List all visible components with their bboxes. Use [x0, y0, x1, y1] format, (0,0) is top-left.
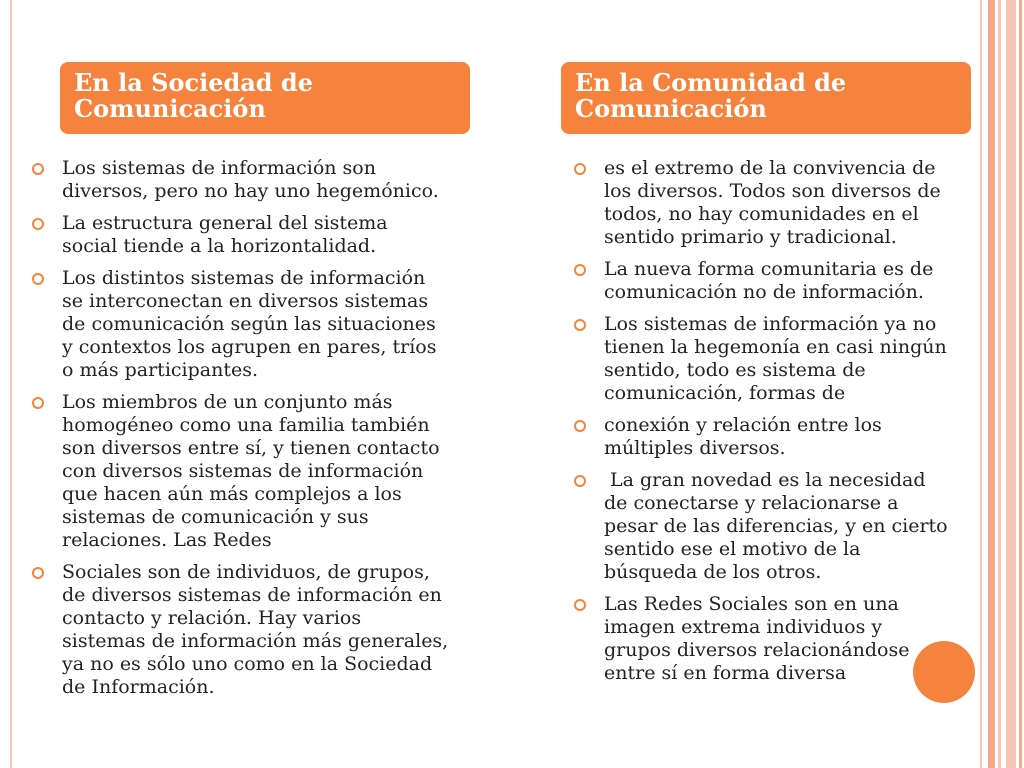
list-item-text	[604, 313, 1004, 405]
decorative-circle	[913, 641, 975, 703]
text-line: diversos, pero no hay uno hegemónico.	[62, 180, 439, 202]
text-line: relaciones. Las Redes	[62, 529, 272, 551]
text-line: ya no es sólo uno como en la Sociedad	[62, 653, 433, 675]
text-line: de diversos sistemas de información en	[62, 584, 442, 606]
list-item	[574, 313, 1004, 405]
text-line: Los sistemas de información son	[62, 157, 376, 179]
list-item-text	[62, 391, 512, 552]
text-line: Los sistemas de información ya no	[604, 313, 937, 335]
list-item	[574, 258, 1004, 304]
list-item-text	[604, 414, 1004, 460]
text-line: los diversos. Todos son diversos de	[604, 180, 941, 202]
text-line: sistemas de comunicación y sus	[62, 506, 369, 528]
list-item-text	[62, 157, 512, 203]
ring-bullet-icon	[574, 475, 586, 487]
text-line: es el extremo de la convivencia de	[604, 157, 936, 179]
text-line: conexión y relación entre los	[604, 414, 882, 436]
text-line: o más participantes.	[62, 359, 259, 381]
list-item-text	[604, 469, 1004, 584]
text-line: comunicación no de información.	[604, 281, 924, 303]
ring-bullet-icon	[32, 397, 44, 409]
list-item	[574, 157, 1004, 249]
text-line: social tiende a la horizontalidad.	[62, 235, 377, 257]
ring-bullet-icon	[574, 599, 586, 611]
list-item	[32, 391, 512, 552]
header-line: Comunicación	[575, 94, 767, 123]
text-line: y contextos los agrupen en pares, tríos	[62, 336, 437, 358]
right-column	[574, 157, 1004, 694]
ring-bullet-icon	[574, 163, 586, 175]
header-line: En la Sociedad de	[74, 68, 313, 97]
text-line: se interconectan en diversos sistemas	[62, 290, 429, 312]
text-line: Los distintos sistemas de información	[62, 267, 426, 289]
text-line: Los miembros de un conjunto más	[62, 391, 393, 413]
list-item	[574, 414, 1004, 460]
text-line: tienen la hegemonía en casi ningún	[604, 336, 947, 358]
text-line: entre sí en forma diversa	[604, 662, 847, 684]
text-line: La estructura general del sistema	[62, 212, 388, 234]
right-bullet-list	[574, 157, 1004, 685]
text-line: sentido ese el motivo de la	[604, 538, 861, 560]
text-line: sistemas de información más generales,	[62, 630, 449, 652]
ring-bullet-icon	[32, 273, 44, 285]
list-item-text	[62, 561, 512, 699]
left-bullet-list	[32, 157, 512, 699]
header-line: Comunicación	[74, 94, 266, 123]
left-border-line	[10, 0, 12, 768]
list-item	[32, 212, 512, 258]
list-item	[32, 157, 512, 203]
text-line: de Información.	[62, 676, 215, 698]
list-item	[574, 469, 1004, 584]
text-line: sentido primario y tradicional.	[604, 226, 897, 248]
ring-bullet-icon	[574, 264, 586, 276]
ring-bullet-icon	[32, 218, 44, 230]
list-item	[32, 267, 512, 382]
text-line: sentido, todo es sistema de	[604, 359, 866, 381]
text-line: comunicación, formas de	[604, 382, 846, 404]
text-line: todos, no hay comunidades en el	[604, 203, 919, 225]
left-column-header	[60, 62, 470, 134]
ring-bullet-icon	[574, 319, 586, 331]
text-line: La gran novedad es la necesidad	[604, 469, 926, 491]
left-column	[32, 157, 512, 708]
text-line: búsqueda de los otros.	[604, 561, 822, 583]
ring-bullet-icon	[32, 567, 44, 579]
text-line: Sociales son de individuos, de grupos,	[62, 561, 430, 583]
text-line: son diversos entre sí, y tienen contacto	[62, 437, 440, 459]
text-line: homogéneo como una familia también	[62, 414, 430, 436]
text-line: de conectarse y relacionarse a	[604, 492, 899, 514]
text-line: contacto y relación. Hay varios	[62, 607, 362, 629]
text-line: pesar de las diferencias, y en cierto	[604, 515, 948, 537]
text-line: imagen extrema individuos y	[604, 616, 883, 638]
text-line: múltiples diversos.	[604, 437, 786, 459]
list-item	[32, 561, 512, 699]
header-line: En la Comunidad de	[575, 68, 847, 97]
list-item-text	[604, 157, 1004, 249]
text-line: de comunicación según las situaciones	[62, 313, 436, 335]
ring-bullet-icon	[32, 163, 44, 175]
text-line: grupos diversos relacionándose	[604, 639, 910, 661]
text-line: que hacen aún más complejos a los	[62, 483, 402, 505]
text-line: Las Redes Sociales son en una	[604, 593, 899, 615]
list-item-text	[604, 258, 1004, 304]
text-line: con diversos sistemas de información	[62, 460, 424, 482]
list-item-text	[62, 212, 512, 258]
text-line: La nueva forma comunitaria es de	[604, 258, 934, 280]
right-column-header	[561, 62, 971, 134]
list-item-text	[62, 267, 512, 382]
ring-bullet-icon	[574, 420, 586, 432]
